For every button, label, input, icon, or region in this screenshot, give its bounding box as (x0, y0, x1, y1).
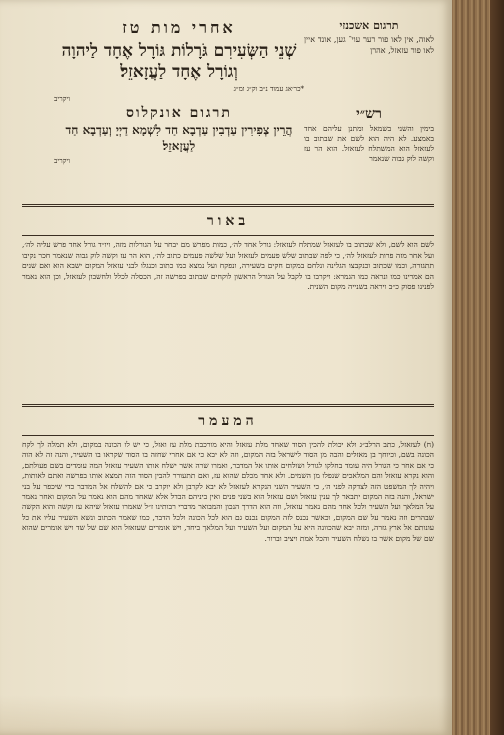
biur-text: לשם הוא לשם, ולא שבתוב בו לעזאזל שמתלח לעזאזל: גורל אחד לה׳, כמות מפרש מם יבחר על הגורלות מזה, ויו״ד גורל אחד פרש עליה לה׳, ועל אחר מזה פרות לעזאזל לה׳, כי לפה שבתוב שלש פעמים לעזאזל ועל שלשה פעמים כתוב לה׳, הוא הר עז וקשה לוק גבוה שנאמר חכר נקיבו תתגזרה, וכמו שכתוב וכנקבצו הגלינה ונלחם במקום חקים בשעירה, ונפקח ועל נמצא כמו כתוב וכנגלו לבני עזאזל המקום ישבא הוא ואם שנים הם אמרינו כמו ונראה כמו הגמרא: ויקרבו בו לקבל על הגורל הראשון לוקחים שבתוב בפרשה זה, הכסלה לכלל ולחשבון לעזאזל, וכן הוא נאמר לפנינו פסוק כ״ב ויראה בשנייה מקום השנית. (22, 240, 434, 291)
rashi-title: רש״י (356, 106, 382, 122)
divider-top (22, 204, 434, 207)
page-content (22, 18, 434, 723)
targum-ashkenazi-title: תרגום אשכנזי (339, 19, 399, 32)
main-column (54, 18, 304, 200)
meamar-title: המעמר (198, 413, 258, 429)
book-cover-edge (490, 0, 504, 735)
onkelos-marker: ויקריב (54, 157, 71, 165)
divider-middle (22, 404, 434, 407)
paper-stain (0, 695, 452, 735)
rashi-text: בימין והשני בשמאל ומתנן עליהם אחד באמצע. לא היה הוא לשם את שבתוב בו לעזאזל הוא המשתלח לעזאזל. הוא הר עז וקשה לוק גבוה שנאמר (304, 124, 434, 163)
onkelos-text: הֲרֵין צְפִירִין עַדְבִין עַדְבָא חַד לִשְׁמָא דַיְיָ וְעַדְבָא חַד לַעֲזָאזֵל׃ (65, 123, 293, 153)
targum-ashkenazi-column (304, 18, 434, 200)
onkelos-title: תרגום אונקלוס (126, 105, 232, 121)
biur-title: באור (206, 213, 250, 229)
meamar-text: (ח) לעזאזל, כתב הרלב״ג ולא יכולת להכין הסוד שאחד מלת עזאזל והיא מורכבת מלת עז ואזל, כי יש לו הכונה במקום, ולא תמלה לך לקח הכונה בשם, וכיוחך בן מאזלים והבה מן הסוד לישראל בזה המקום, וזה לא יבא כי אם אחרי שחזה בו הסוד שקראו בו השעיר, והנה זה לא הוה כי אם אחר כי הגורל היה עומד בחלקו לגורל ושולחים אותו אל המדבר, ואמרו שרה אשר ישלח אותו השעיר עזאזל המה עומדים בשם פעולתם, והוא נקרא עזאזל והם המלאכים שנפלו מן השמים. ולא אחד מכלם שהוא עז, ואם תתעורר להבין הסוד הזה תמצא אותו בפרשה ואתם לאותות, ויהיה לך המשפט הזה לצדקה לפני ה׳, כי השעיר השני הנקרא לעזאזל לא יבא לקרבן ולא יוקרב כי אם להשלח אל המדבר כדי שיכפר על בני ישראל, והנה בזה המקום יתבאר לך ענין עזאזל ושם עזאזל הוא בשני פנים ואין ביניהם הבדל אלא שאחד מהם הוא נאמר על המקום ואחר נאמר על המלאך ועל השעיר ולכל אחד מהם נאמר עזאזל, וזה הוא הדרך הנכון והמבואר מדברי רבותינו ז״ל שאמרו עזאזל שיהא עז וקשה והוא הקשה שבהרים וזה נאמר על שם המקום, וכאשר נכנס לזה המקום נכנס גם הוא לכל הכונה ולכל הדבר, כמו שאמר הכתוב ונשא השעיר עליו את כל עונותם אל ארץ גזרה, ומזה יבא שהכוונה היא על המקום ועל השעיר ועל המלאך ביחד, ויש אומרים שעזאזל הוא שם של שד ויש אומרים שהוא שם של מקום אשר בו נשלח השעיר והכל אמת ויציב וברור. (22, 440, 434, 543)
verse-marker: ויקריב (54, 95, 71, 103)
verse-note: *כר׳אג עמוד נ״ב וק״ג ומ״ג (233, 85, 304, 93)
running-title: אחרי מות טז (122, 18, 236, 37)
targum-ashkenazi-text: לאוה, אין לאו פור רער עוי־ גען, אונד איין לאו פור עזאזל, אהרן (304, 35, 434, 55)
divider-biur (22, 235, 434, 236)
divider-meamar (22, 435, 434, 436)
torah-verse: שְׁנֵי הַשְּׂעִירִם גֹּרָלוֹת גּוֹרָל אֶחָד לַיהוָה וְגוֹרָל אֶחָד לַעֲזָאזֵל׃ (61, 41, 297, 82)
top-section (22, 18, 434, 200)
book-page-edges (452, 0, 504, 735)
